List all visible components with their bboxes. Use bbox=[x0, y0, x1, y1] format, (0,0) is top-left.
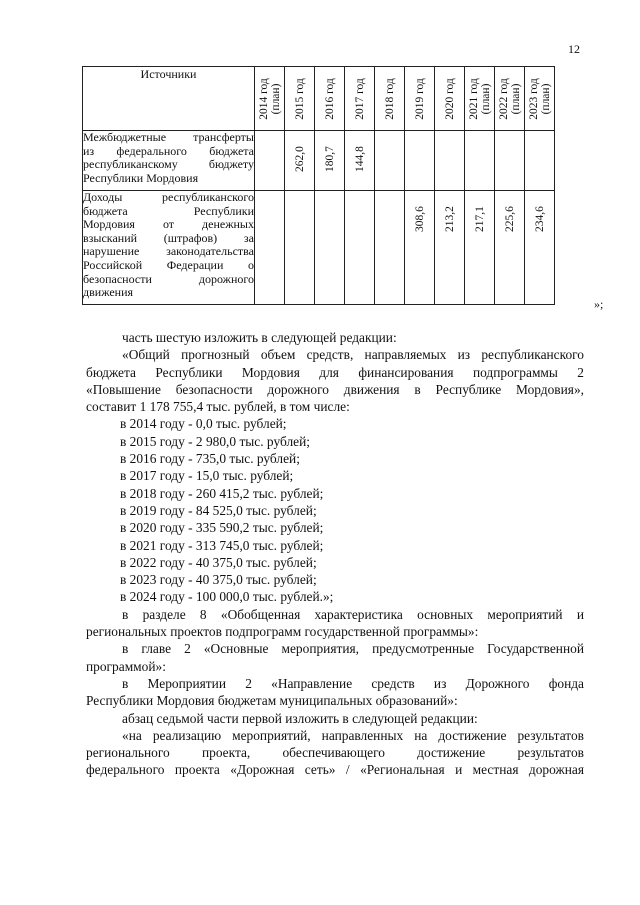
paragraph-line: «Повышение безопасности дорожного движения в Республике Мордовия», bbox=[86, 381, 584, 397]
header-year: 2020 год bbox=[435, 67, 465, 131]
table-cell: 217,1 bbox=[465, 191, 495, 305]
funding-sources-table bbox=[82, 66, 555, 305]
table-cell bbox=[495, 131, 525, 191]
year-amount-line: в 2024 году - 100 000,0 тыс. рублей.»; bbox=[120, 589, 334, 605]
paragraph-line: «на реализацию мероприятий, направленных на достижение результатов bbox=[122, 727, 584, 743]
paragraph-line: программой»: bbox=[86, 658, 166, 674]
paragraph-line: Республики Мордовия бюджетам муниципальных образований»: bbox=[86, 693, 458, 709]
table-cell bbox=[255, 131, 285, 191]
table-cell bbox=[375, 131, 405, 191]
paragraph-line: регионального проекта, обеспечивающего достижение результатов bbox=[86, 745, 584, 761]
table-header-row bbox=[83, 67, 555, 131]
header-year: 2014 год (план) bbox=[255, 67, 285, 131]
table-cell bbox=[435, 131, 465, 191]
table-cell bbox=[405, 131, 435, 191]
table-cell: 225,6 bbox=[495, 191, 525, 305]
table-row bbox=[83, 191, 555, 305]
table-row bbox=[83, 131, 555, 191]
header-year: 2023 год (план) bbox=[525, 67, 555, 131]
header-year: 2018 год bbox=[375, 67, 405, 131]
paragraph-line: федерального проекта «Дорожная сеть» / «Региональная и местная дорожная bbox=[86, 762, 584, 778]
header-year: 2019 год bbox=[405, 67, 435, 131]
table-cell: 180,7 bbox=[315, 131, 345, 191]
paragraph-line: в Мероприятии 2 «Направление средств из Дорожного фонда bbox=[122, 675, 584, 691]
year-amount-line: в 2020 году - 335 590,2 тыс. рублей; bbox=[120, 520, 324, 536]
year-amount-line: в 2021 году - 313 745,0 тыс. рублей; bbox=[120, 537, 324, 553]
table-cell: 262,0 bbox=[285, 131, 315, 191]
header-year: 2022 год (план) bbox=[495, 67, 525, 131]
table-cell bbox=[315, 191, 345, 305]
year-amount-line: в 2014 году - 0,0 тыс. рублей; bbox=[120, 416, 287, 432]
year-amount-line: в 2016 году - 735,0 тыс. рублей; bbox=[120, 451, 300, 467]
closing-quote-mark: »; bbox=[594, 297, 604, 311]
row-label: Доходы республиканского бюджета Республики Мордовия от денежных взысканий (штрафов) за нарушение законодательства Российской Федерации о безопасности дорожного движения bbox=[83, 191, 255, 305]
row-label: Межбюджетные трансферты из федерального бюджета республиканскому бюджету Республики Мордовия bbox=[83, 131, 255, 191]
year-amount-line: в 2019 году - 84 525,0 тыс. рублей; bbox=[120, 502, 317, 518]
paragraph-line: «Общий прогнозный объем средств, направляемых из республиканского bbox=[122, 347, 584, 363]
table-cell bbox=[375, 191, 405, 305]
table-cell: 308,6 bbox=[405, 191, 435, 305]
paragraph-line: составит 1 178 755,4 тыс. рублей, в том числе: bbox=[86, 399, 350, 415]
table-cell bbox=[255, 191, 285, 305]
table-cell: 213,2 bbox=[435, 191, 465, 305]
document-body bbox=[86, 329, 584, 779]
table-cell bbox=[465, 131, 495, 191]
table-cell bbox=[345, 191, 375, 305]
paragraph-line: абзац седьмой части первой изложить в следующей редакции: bbox=[122, 710, 478, 726]
year-amount-line: в 2018 году - 260 415,2 тыс. рублей; bbox=[120, 485, 324, 501]
header-year: 2016 год bbox=[315, 67, 345, 131]
table-cell: 144,8 bbox=[345, 131, 375, 191]
year-amount-line: в 2017 году - 15,0 тыс. рублей; bbox=[120, 468, 294, 484]
header-year: 2015 год bbox=[285, 67, 315, 131]
paragraph-line: в главе 2 «Основные мероприятия, предусмотренные Государственной bbox=[122, 641, 584, 657]
year-amount-line: в 2023 году - 40 375,0 тыс. рублей; bbox=[120, 572, 317, 588]
table-cell bbox=[285, 191, 315, 305]
table-cell: 234,6 bbox=[525, 191, 555, 305]
year-amount-line: в 2015 году - 2 980,0 тыс. рублей; bbox=[120, 433, 310, 449]
header-year: 2021 год (план) bbox=[465, 67, 495, 131]
paragraph-line: региональных проектов подпрограмм государственной программы»: bbox=[86, 624, 479, 640]
paragraph-part-six: часть шестую изложить в следующей редакции: bbox=[122, 330, 397, 345]
year-amount-line: в 2022 году - 40 375,0 тыс. рублей; bbox=[120, 554, 317, 570]
header-sources: Источники bbox=[83, 67, 255, 131]
paragraph-line: бюджета Республики Мордовия для финансирования подпрограммы 2 bbox=[86, 364, 584, 380]
table-cell bbox=[525, 131, 555, 191]
page-number: 12 bbox=[568, 42, 580, 56]
paragraph-line: в разделе 8 «Обобщенная характеристика основных мероприятий и bbox=[122, 606, 584, 622]
header-year: 2017 год bbox=[345, 67, 375, 131]
